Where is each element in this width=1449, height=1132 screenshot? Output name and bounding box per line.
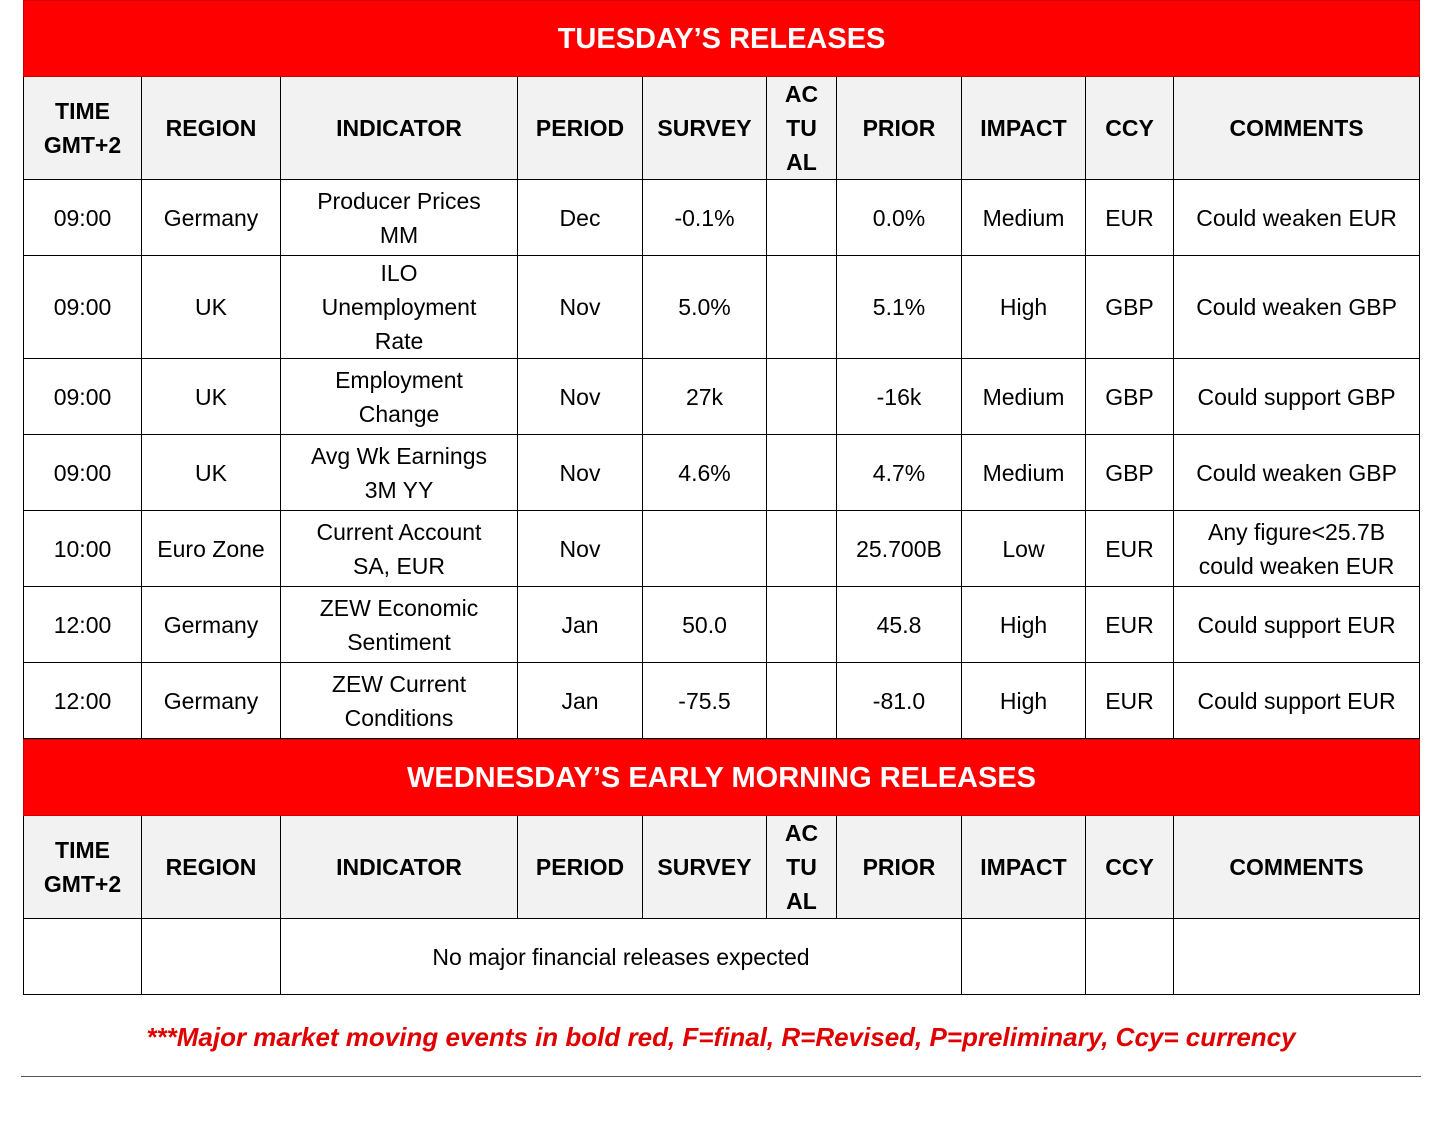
cell-prior: 45.8 <box>837 587 962 663</box>
header-actual: AC TU AL <box>767 816 837 919</box>
cell-actual <box>767 256 837 359</box>
header-ccy: CCY <box>1086 77 1174 180</box>
cell-comments: Could weaken GBP <box>1174 256 1420 359</box>
table-row <box>24 435 1420 511</box>
cell-impact: High <box>962 587 1086 663</box>
header-region: REGION <box>142 816 281 919</box>
cell-actual <box>767 511 837 587</box>
cell-region: UK <box>142 359 281 435</box>
cell-actual <box>767 587 837 663</box>
empty-cell <box>1086 919 1174 995</box>
cell-prior: -81.0 <box>837 663 962 739</box>
header-survey: SURVEY <box>643 77 767 180</box>
cell-comments: Could support GBP <box>1174 359 1420 435</box>
empty-cell <box>142 919 281 995</box>
bottom-divider <box>21 1076 1421 1077</box>
cell-survey <box>643 511 767 587</box>
cell-time: 12:00 <box>24 663 142 739</box>
no-releases-message: No major financial releases expected <box>281 919 962 995</box>
cell-region: Germany <box>142 663 281 739</box>
cell-time: 09:00 <box>24 359 142 435</box>
cell-impact: Low <box>962 511 1086 587</box>
cell-time: 09:00 <box>24 256 142 359</box>
cell-period: Nov <box>518 435 643 511</box>
cell-actual <box>767 180 837 256</box>
cell-prior: 5.1% <box>837 256 962 359</box>
cell-time: 09:00 <box>24 435 142 511</box>
cell-survey: -0.1% <box>643 180 767 256</box>
header-period: PERIOD <box>518 816 643 919</box>
wednesday-title: WEDNESDAY’S EARLY MORNING RELEASES <box>24 740 1420 816</box>
table-row <box>24 663 1420 739</box>
table-row <box>24 511 1420 587</box>
cell-comments: Any figure<25.7B could weaken EUR <box>1174 511 1420 587</box>
cell-impact: Medium <box>962 180 1086 256</box>
tuesday-table <box>23 0 1420 739</box>
wednesday-empty-row <box>24 919 1420 995</box>
cell-comments: Could support EUR <box>1174 663 1420 739</box>
cell-time: 10:00 <box>24 511 142 587</box>
cell-prior: 0.0% <box>837 180 962 256</box>
header-period: PERIOD <box>518 77 643 180</box>
header-impact: IMPACT <box>962 816 1086 919</box>
header-ccy: CCY <box>1086 816 1174 919</box>
cell-comments: Could weaken EUR <box>1174 180 1420 256</box>
header-prior: PRIOR <box>837 816 962 919</box>
cell-indicator: Avg Wk Earnings 3M YY <box>281 435 518 511</box>
header-comments: COMMENTS <box>1174 816 1420 919</box>
cell-period: Nov <box>518 256 643 359</box>
header-indicator: INDICATOR <box>281 816 518 919</box>
cell-ccy: EUR <box>1086 511 1174 587</box>
cell-indicator: Employment Change <box>281 359 518 435</box>
cell-region: Germany <box>142 180 281 256</box>
cell-period: Jan <box>518 587 643 663</box>
header-prior: PRIOR <box>837 77 962 180</box>
cell-indicator: ZEW Current Conditions <box>281 663 518 739</box>
cell-region: UK <box>142 435 281 511</box>
cell-impact: High <box>962 663 1086 739</box>
cell-ccy: GBP <box>1086 256 1174 359</box>
cell-prior: 4.7% <box>837 435 962 511</box>
cell-time: 12:00 <box>24 587 142 663</box>
cell-comments: Could support EUR <box>1174 587 1420 663</box>
header-region: REGION <box>142 77 281 180</box>
cell-indicator: Current Account SA, EUR <box>281 511 518 587</box>
cell-prior: -16k <box>837 359 962 435</box>
header-time: TIME GMT+2 <box>24 816 142 919</box>
cell-period: Nov <box>518 511 643 587</box>
cell-survey: 27k <box>643 359 767 435</box>
cell-ccy: EUR <box>1086 587 1174 663</box>
cell-indicator: ZEW Economic Sentiment <box>281 587 518 663</box>
cell-region: Euro Zone <box>142 511 281 587</box>
wednesday-header-row <box>24 816 1420 919</box>
cell-impact: Medium <box>962 359 1086 435</box>
empty-cell <box>24 919 142 995</box>
empty-cell <box>962 919 1086 995</box>
cell-indicator: Producer Prices MM <box>281 180 518 256</box>
cell-time: 09:00 <box>24 180 142 256</box>
table-row <box>24 359 1420 435</box>
tuesday-body <box>24 180 1420 739</box>
cell-comments: Could weaken GBP <box>1174 435 1420 511</box>
tuesday-header-row <box>24 77 1420 180</box>
header-actual: AC TU AL <box>767 77 837 180</box>
cell-region: Germany <box>142 587 281 663</box>
cell-prior: 25.700B <box>837 511 962 587</box>
cell-period: Nov <box>518 359 643 435</box>
header-comments: COMMENTS <box>1174 77 1420 180</box>
cell-ccy: EUR <box>1086 663 1174 739</box>
header-impact: IMPACT <box>962 77 1086 180</box>
cell-region: UK <box>142 256 281 359</box>
cell-period: Dec <box>518 180 643 256</box>
releases-document <box>23 0 1419 995</box>
cell-actual <box>767 359 837 435</box>
cell-ccy: EUR <box>1086 180 1174 256</box>
empty-cell <box>1174 919 1420 995</box>
cell-impact: High <box>962 256 1086 359</box>
cell-survey: 4.6% <box>643 435 767 511</box>
cell-survey: -75.5 <box>643 663 767 739</box>
cell-ccy: GBP <box>1086 359 1174 435</box>
table-row <box>24 256 1420 359</box>
cell-actual <box>767 663 837 739</box>
cell-ccy: GBP <box>1086 435 1174 511</box>
cell-survey: 5.0% <box>643 256 767 359</box>
wednesday-table <box>23 739 1420 995</box>
header-survey: SURVEY <box>643 816 767 919</box>
cell-impact: Medium <box>962 435 1086 511</box>
cell-survey: 50.0 <box>643 587 767 663</box>
cell-period: Jan <box>518 663 643 739</box>
cell-actual <box>767 435 837 511</box>
cell-indicator: ILO Unemployment Rate <box>281 256 518 359</box>
footnote: ***Major market moving events in bold red, F=final, R=Revised, P=preliminary, Ccy= currency <box>146 1022 1296 1052</box>
tuesday-title: TUESDAY’S RELEASES <box>24 1 1420 77</box>
header-indicator: INDICATOR <box>281 77 518 180</box>
table-row <box>24 180 1420 256</box>
header-time: TIME GMT+2 <box>24 77 142 180</box>
table-row <box>24 587 1420 663</box>
